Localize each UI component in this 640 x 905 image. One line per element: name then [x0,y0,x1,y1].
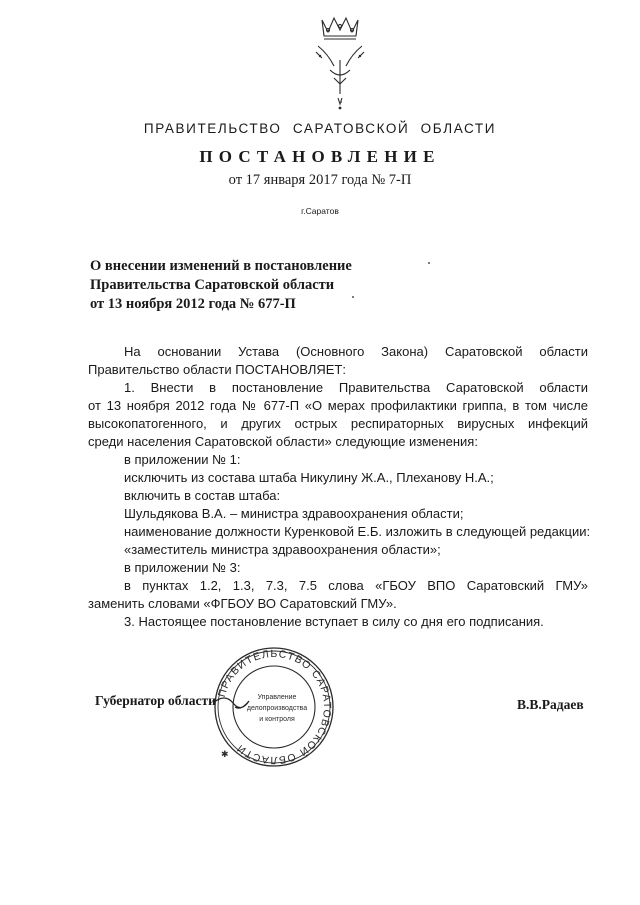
body-paragraph-line: 1. Внести в постановление Правительства Саратовской области [124,380,588,395]
document-type-heading: ПОСТАНОВЛЕНИЕ [199,147,441,166]
document-city: г.Саратов [301,206,339,216]
body-paragraph-line: высокопатогенного, и других острых респираторных вирусных инфекций [88,416,588,431]
body-paragraph-line: от 13 ноября 2012 года № 677-П «О мерах профилактики гриппа, в том числе [88,398,588,413]
document-title-line: О внесении изменений в постановление [90,258,352,274]
body-paragraph-line: в приложении № 3: [124,560,241,575]
organization-name: ПРАВИТЕЛЬСТВО САРАТОВСКОЙ ОБЛАСТИ [143,121,497,136]
document-title-line: от 13 ноября 2012 года № 677-П [90,296,296,312]
seal-inner-line: делопроизводства [246,705,308,712]
svg-text:✱: ✱ [221,750,229,760]
body-paragraph-line: среди населения Саратовской области» следующие изменения: [88,434,478,449]
seal-outer-text: ПРАВИТЕЛЬСТВО САРАТОВСКОЙ ОБЛАСТИ [216,647,334,767]
signatory-position: Губернатор области [95,693,216,708]
body-paragraph-line: Правительство области ПОСТАНОВЛЯЕТ: [88,362,346,377]
coat-of-arms-emblem [300,8,380,113]
body-paragraph-line: в приложении № 1: [124,452,241,467]
body-paragraph-line: в пунктах 1.2, 1.3, 7.3, 7.5 слова «ГБОУ ВПО Саратовский ГМУ» [124,578,588,593]
scan-speck [428,262,430,264]
signatory-name: В.В.Радаев [517,697,584,712]
body-paragraph-line: исключить из состава штаба Никулину Ж.А., Плеханову Н.А.; [124,470,494,485]
official-seal-stamp [211,645,337,769]
body-paragraph-line: 3. Настоящее постановление вступает в силу со дня его подписания. [124,614,544,629]
seal-inner-line: и контроля [259,716,295,723]
scan-speck [340,101,342,103]
body-paragraph-line: наименование должности Куренковой Е.Б. изложить в следующей редакции: [124,524,591,539]
seal-inner-line: Управление [257,694,297,701]
body-paragraph-line: Шульдякова В.А. – министра здравоохранения области; [124,506,464,521]
body-paragraph-line: «заместитель министра здравоохранения области»; [124,542,441,557]
document-title-line: Правительства Саратовской области [90,277,335,293]
body-paragraph-line: включить в состав штаба: [124,488,281,503]
body-paragraph-line: заменить словами «ФГБОУ ВО Саратовский ГМУ». [88,596,397,611]
scan-speck [352,296,354,298]
body-paragraph-line: На основании Устава (Основного Закона) Саратовской области [124,344,588,359]
document-date-number: от 17 января 2017 года № 7-П [228,172,412,188]
